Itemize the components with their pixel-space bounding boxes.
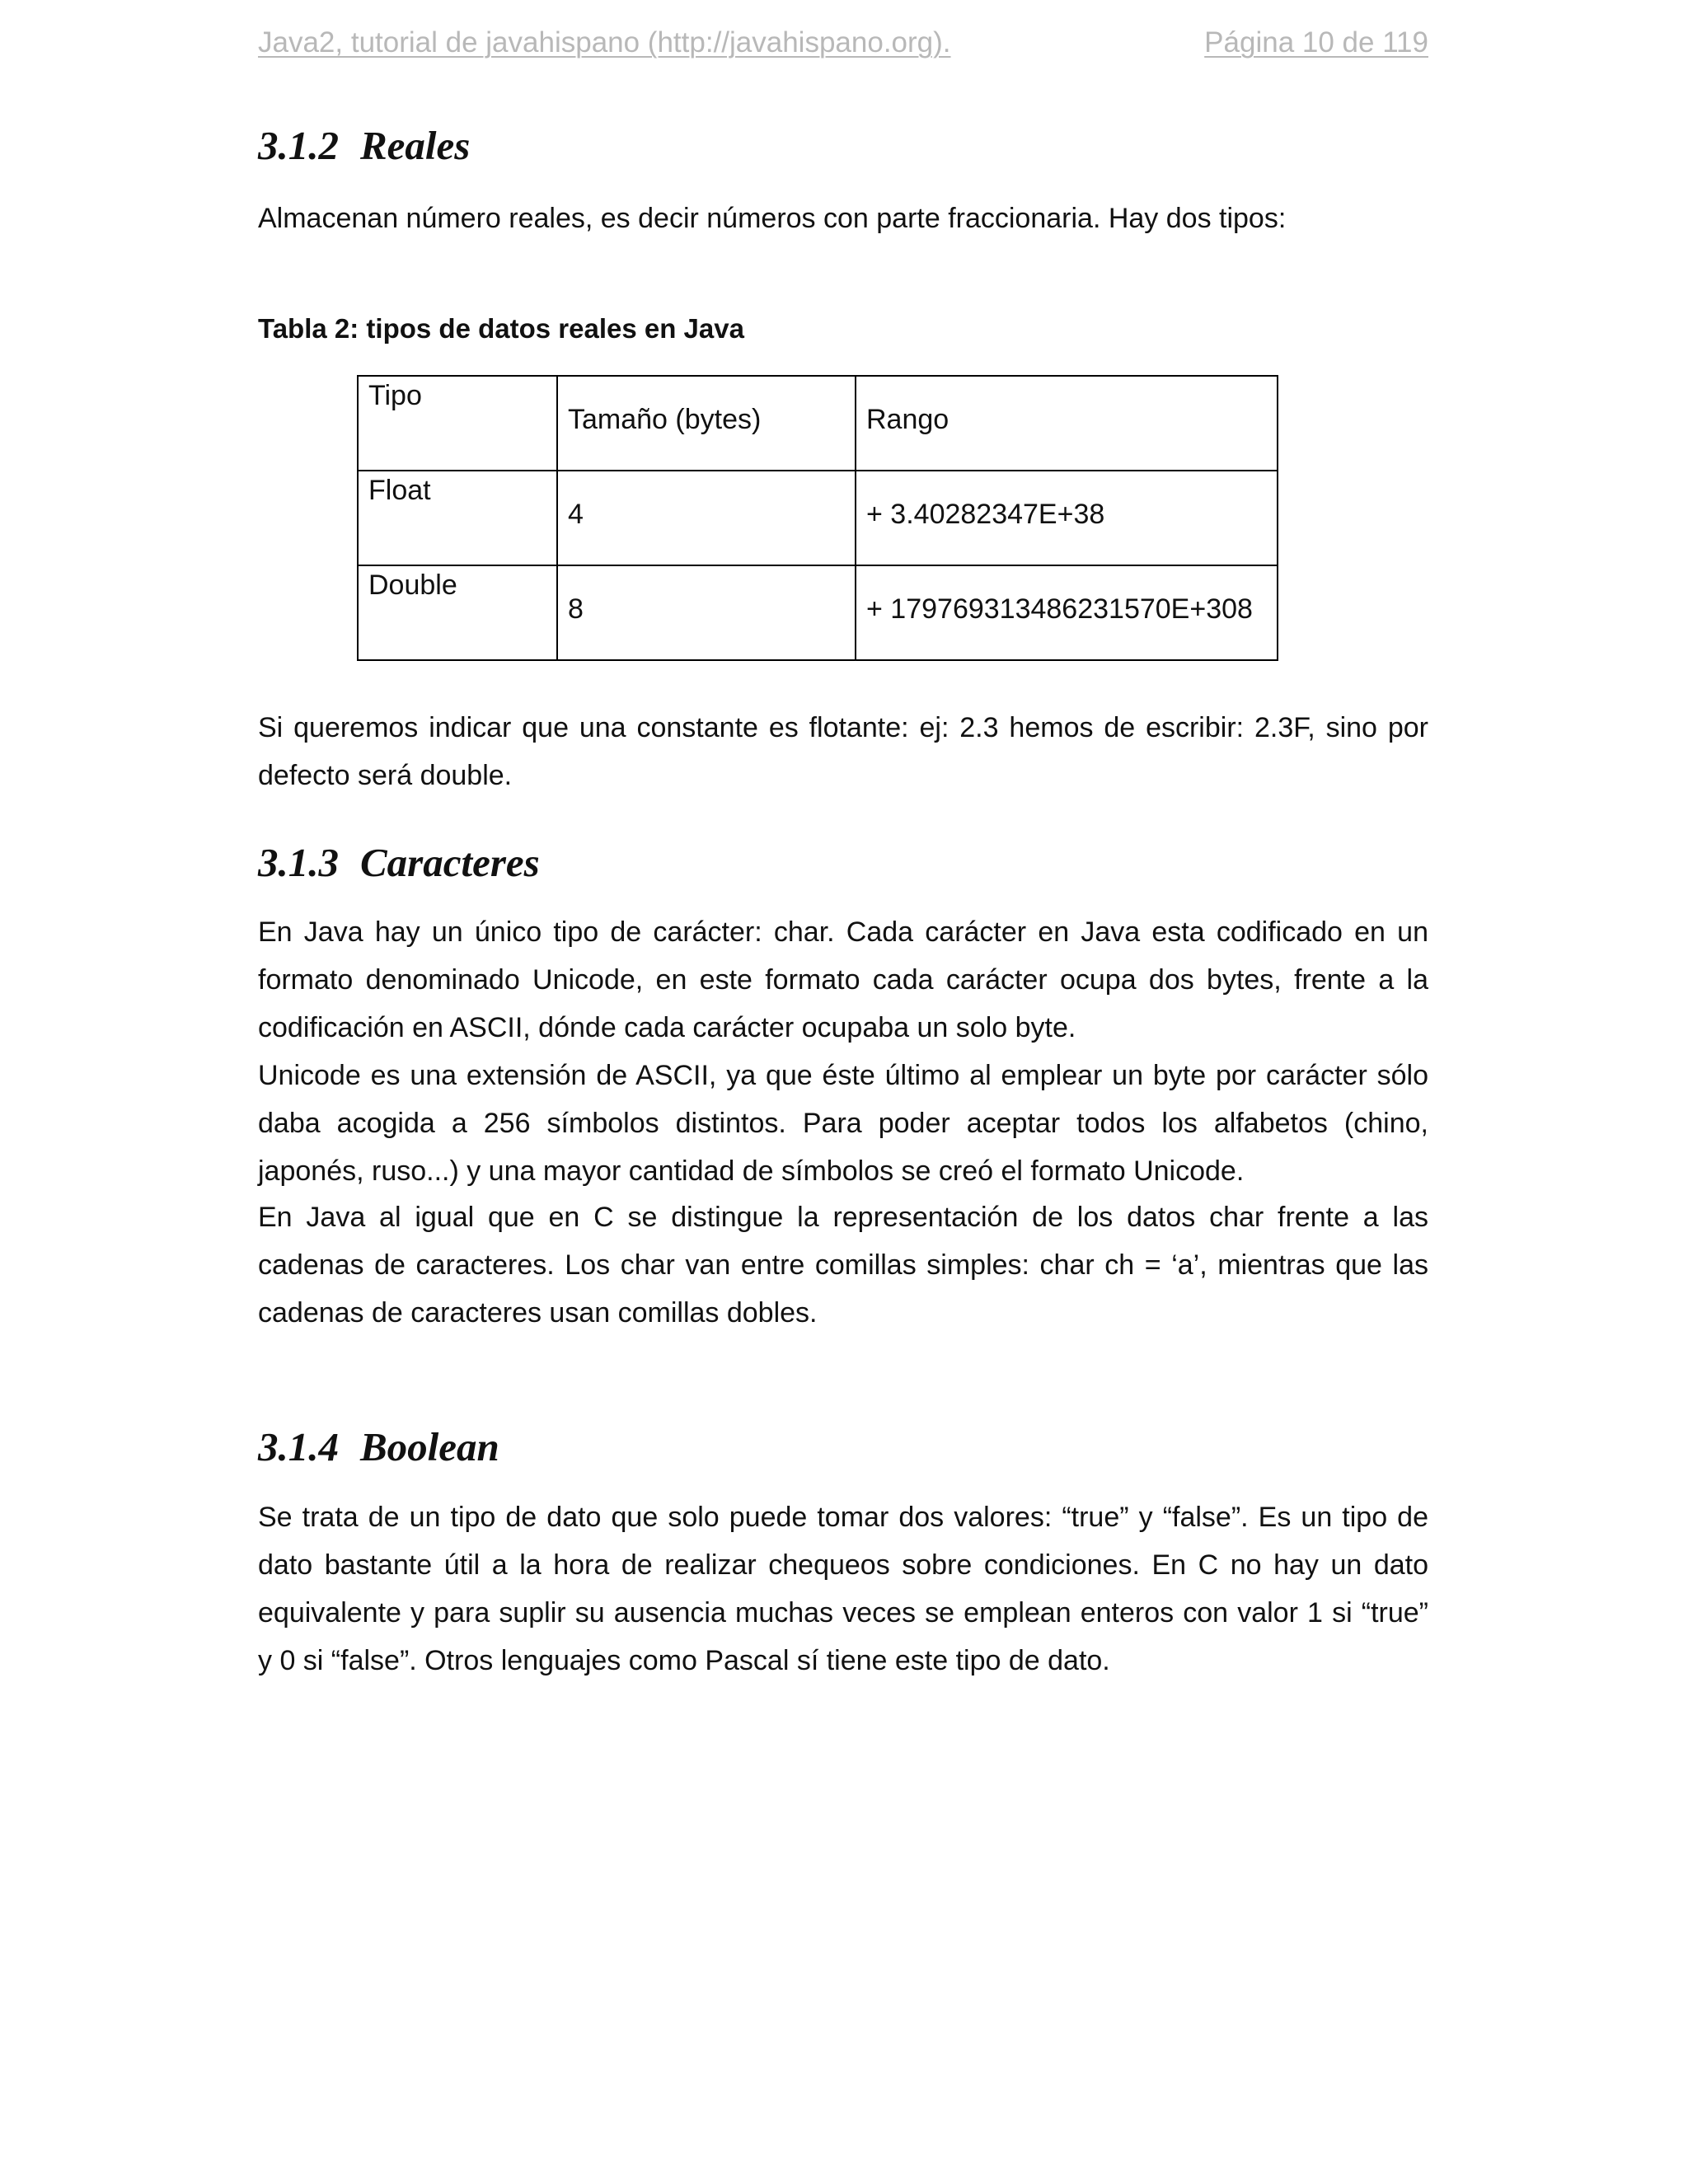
section-number: 3.1.2 (258, 123, 339, 168)
table-header-row (358, 376, 1278, 471)
table-cell: Double (358, 565, 557, 660)
table-header-cell: Tipo (358, 376, 557, 471)
paragraph-boolean: Se trata de un tipo de dato que solo puede tomar dos valores: “true” y “false”. Es un tipo de dato bastante útil a la hora de realizar chequeos sobre condiciones. En C no hay un dato equivalente y para suplir su ausencia muchas veces se emplean enteros con valor 1 si “true” y 0 si “false”. Otros lenguajes como Pascal sí tiene este tipo de dato. (258, 1502, 1428, 1676)
page-header (258, 26, 1428, 68)
paragraph-caracteres-3: En Java al igual que en C se distingue la representación de los datos char frente a las cadenas de caracteres. Los char van entre comillas simples: char ch = ‘a’, mientras que las cadenas de caracteres usan comillas dobles. (258, 1202, 1428, 1329)
section-number: 3.1.4 (258, 1424, 339, 1469)
table-header-cell: Tamaño (bytes) (557, 376, 856, 471)
section-intro-reales: Almacenan número reales, es decir números con parte fraccionaria. Hay dos tipos: (258, 203, 1287, 234)
section-heading-reales (258, 122, 470, 169)
header-page-number: Página 10 de 119 (1204, 26, 1428, 59)
table-row (358, 565, 1278, 660)
header-document-title: Java2, tutorial de javahispano (http://javahispano.org). (258, 26, 951, 59)
paragraph-caracteres-1: En Java hay un único tipo de carácter: char. Cada carácter en Java esta codificado en un formato denominado Unicode, en este formato cada carácter ocupa dos bytes, frente a la codificación en ASCII, dónde cada carácter ocupaba un solo byte. (258, 916, 1428, 1043)
float-note-paragraph: Si queremos indicar que una constante es flotante: ej: 2.3 hemos de escribir: 2.3F, sino por defecto será double. (258, 712, 1428, 791)
table-cell: 8 (557, 565, 856, 660)
section-number: 3.1.3 (258, 840, 339, 885)
table-cell: 4 (557, 471, 856, 565)
section-title: Boolean (360, 1424, 499, 1469)
table-header-cell: Rango (856, 376, 1278, 471)
section-title: Caracteres (360, 840, 540, 885)
section-heading-boolean (258, 1423, 499, 1470)
table-cell: Float (358, 471, 557, 565)
table-caption: Tabla 2: tipos de datos reales en Java (258, 313, 744, 344)
section-heading-caracteres (258, 839, 540, 886)
table-row (358, 471, 1278, 565)
section-title: Reales (360, 123, 471, 168)
table-cell: + 179769313486231570E+308 (856, 565, 1278, 660)
table-cell: + 3.40282347E+38 (856, 471, 1278, 565)
real-types-table (357, 375, 1278, 661)
paragraph-caracteres-2: Unicode es una extensión de ASCII, ya que éste último al emplear un byte por carácter sólo daba acogida a 256 símbolos distintos. Para poder aceptar todos los alfabetos (chino, japonés, ruso...) y una mayor cantidad de símbolos se creó el formato Unicode. (258, 1060, 1428, 1187)
